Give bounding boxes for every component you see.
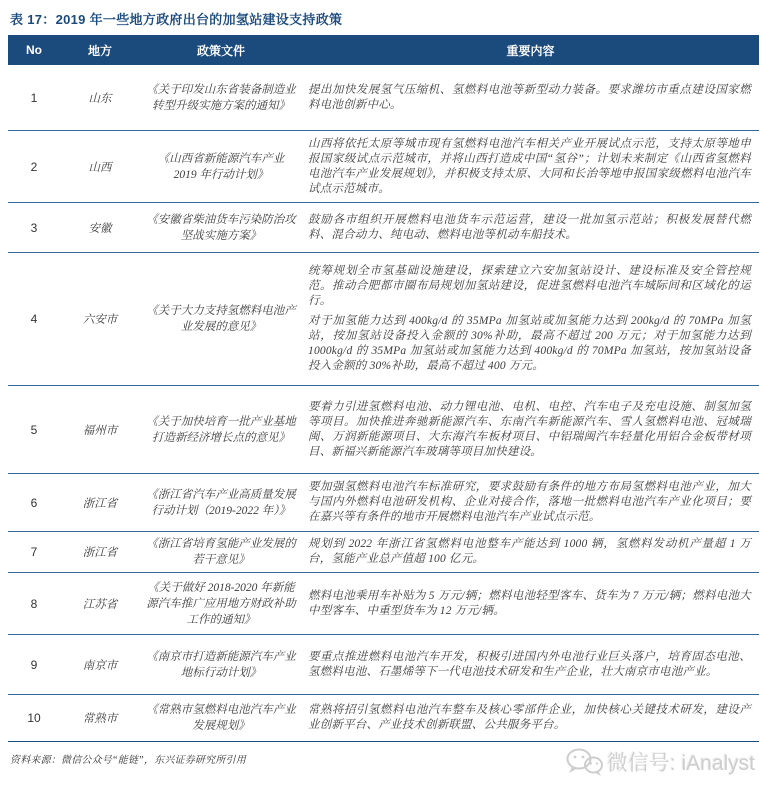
row-key-content: [302, 698, 759, 738]
row-number: 6: [30, 495, 38, 510]
row-number: 9: [30, 657, 38, 672]
row-policy-document: 《关于大力支持氢燃料电池产业发展的意见》: [146, 305, 296, 333]
content-paragraph: 提出加快发展氢气压缩机、氢燃料电池等新型动力装备。要求潍坊市重点建设国家燃料电池创新中心。: [308, 83, 751, 111]
row-key-content: [302, 259, 759, 379]
row-region: 六安市: [82, 314, 118, 326]
col-header-content: 重要内容: [506, 43, 555, 58]
row-number: 8: [30, 596, 38, 611]
row-number: 1: [30, 90, 38, 105]
row-key-content: [302, 132, 759, 202]
row-key-content: [302, 532, 759, 572]
source-note: 资料来源：微信公众号“能链”，东兴证券研究所引用: [10, 755, 246, 766]
row-number: 3: [30, 220, 38, 235]
row-key-content: [302, 584, 759, 624]
row-key-content: [302, 645, 759, 685]
table-row: [8, 131, 759, 203]
content-paragraph: 鼓励各市组织开展燃料电池货车示范运营，建设一批加氢示范站；积极发展替代燃料、混合动力、纯电动、燃料电池等机动车船技术。: [308, 213, 751, 241]
row-region: 浙江省: [82, 497, 118, 510]
row-number: 10: [27, 711, 41, 725]
table-row: [8, 203, 759, 253]
table-row: [8, 65, 759, 131]
row-policy-document: 《浙江省汽车产业高质量发展行动计划（2019-2022 年）》: [146, 488, 296, 517]
row-policy-document: 《安徽省柴油货车污染防治攻坚战实施方案》: [146, 213, 296, 242]
row-policy-document: 《山西省新能源汽车产业 2019 年行动计划》: [157, 152, 285, 181]
row-region: 山西: [88, 161, 112, 174]
table-row: [8, 532, 759, 573]
row-policy-document: 《南京市打造新能源汽车产业地标行动计划》: [146, 650, 296, 679]
row-policy-document: 《关于加快培育一批产业基地打造新经济增长点的意见》: [146, 415, 296, 444]
row-policy-document: 《浙江省培育氢能产业发展的若干意见》: [146, 538, 296, 566]
table-row: [8, 695, 759, 741]
col-header-no: No: [26, 43, 42, 57]
watermark-label: 微信号: iAnalyst: [606, 752, 755, 775]
table-row: [8, 474, 759, 532]
row-number: 5: [30, 422, 38, 437]
content-paragraph: 对于加氢能力达到 400kg/d 的 35MPa 加氢站或加氢能力达到 200kg/d 的 70MPa 加氢站，按加氢站设备投入金额的 30%补助，最高不超过 200 万元；对于加氢能力达到 1000kg/d 的 35MPa 加氢站或加氢能力达到 400kg/d 的 70MPa 加氢站，按加氢站设备投入金额的 30%补助，最高不超过 400 万元。: [308, 315, 751, 372]
table-title: 表 17：2019 年一些地方政府出台的加氢站建设支持政策: [10, 12, 343, 27]
footer: [8, 742, 759, 777]
col-header-policy: 政策文件: [196, 43, 245, 58]
table-row: [8, 573, 759, 635]
row-region: 浙江省: [82, 547, 118, 559]
content-paragraph: 常熟将招引氢燃料电池汽车整车及核心零部件企业，加快核心关键技术研发，建设产业创新平台、产业技术创新联盟、公共服务平台。: [308, 704, 751, 731]
policy-table: [8, 35, 759, 742]
row-number: 7: [30, 545, 38, 559]
content-paragraph: 要加强氢燃料电池汽车标准研究，要求鼓励有条件的地方布局氢燃料电池产业，加大与国内外燃料电池研发机构、企业对接合作，落地一批燃料电池汽车产业化项目；要在嘉兴等有条件的地市开展燃料电池汽车产业试点示范。: [308, 481, 751, 523]
row-region: 南京市: [82, 659, 118, 672]
row-region: 江苏省: [82, 598, 118, 611]
row-number: 4: [30, 312, 38, 326]
row-policy-document: 《关于做好 2018-2020 年新能源汽车推广应用地方财政补助工作的通知》: [146, 581, 296, 626]
row-key-content: [302, 475, 759, 530]
table-header-row: [8, 35, 759, 65]
row-region: 山东: [88, 92, 112, 105]
row-number: 2: [30, 159, 38, 174]
row-key-content: [302, 208, 759, 248]
content-paragraph: 燃料电池乘用车补贴为 5 万元/辆；燃料电池轻型客车、货车为 7 万元/辆；燃料电池大中型客车、中重型货车为 12 万元/辆。: [308, 589, 751, 617]
content-paragraph: 要着力引进氢燃料电池、动力锂电池、电机、电控、汽车电子及充电设施、制氢加氢等项目。加快推进奔驰新能源汽车、东南汽车新能源汽车、雪人氢燃料电池、冠城瑞闽、万润新能源项目、大东海汽车板材项目、中铝瑞闽汽车轻量化用铝合金板带材项目、新福兴新能源汽车玻璃等项目加快建设。: [308, 400, 751, 458]
row-policy-document: 《关于印发山东省装备制造业转型升级实施方案的通知》: [146, 83, 296, 112]
table-row: [8, 253, 759, 386]
table-row: [8, 386, 759, 474]
row-region: 常熟市: [82, 713, 118, 725]
table-body: [8, 65, 759, 741]
table-row: [8, 635, 759, 695]
wechat-icon: [565, 747, 603, 777]
row-key-content: [302, 78, 759, 118]
content-paragraph: 规划到 2022 年浙江省氢燃料电池整车产能达到 1000 辆，氢燃料发动机产量超 1 万台，氢能产业总产值超 100 亿元。: [308, 538, 751, 565]
row-key-content: [302, 395, 759, 465]
content-paragraph: 要重点推进燃料电池汽车开发，积极引进国内外电池行业巨头落户，培育固态电池、氢燃料电池、石墨烯等下一代电池技术研发和生产企业，壮大南京市电池产业。: [308, 650, 751, 678]
col-header-region: 地方: [87, 43, 112, 58]
row-region: 福州市: [82, 424, 118, 437]
row-region: 安徽: [88, 222, 112, 235]
watermark: [565, 747, 759, 777]
content-paragraph: 山西将依托太原等城市现有氢燃料电池汽车相关产业开展试点示范，支持太原等地申报国家级试点示范城市，并将山西打造成中国“氢谷”；计划未来制定《山西省氢燃料电池汽车产业发展规划》，并积极支持太原、大同和长治等地申报国家级燃料电池汽车试点示范城市。: [308, 137, 751, 195]
content-paragraph: 统筹规划全市氢基础设施建设，探索建立六安加氢站设计、建设标准及安全管控规范。推动合肥都市圈布局规划加氢站建设，促进氢燃料电池汽车城际间和区域化的运行。: [308, 265, 751, 307]
row-policy-document: 《常熟市氢燃料电池汽车产业发展规划》: [146, 704, 296, 732]
